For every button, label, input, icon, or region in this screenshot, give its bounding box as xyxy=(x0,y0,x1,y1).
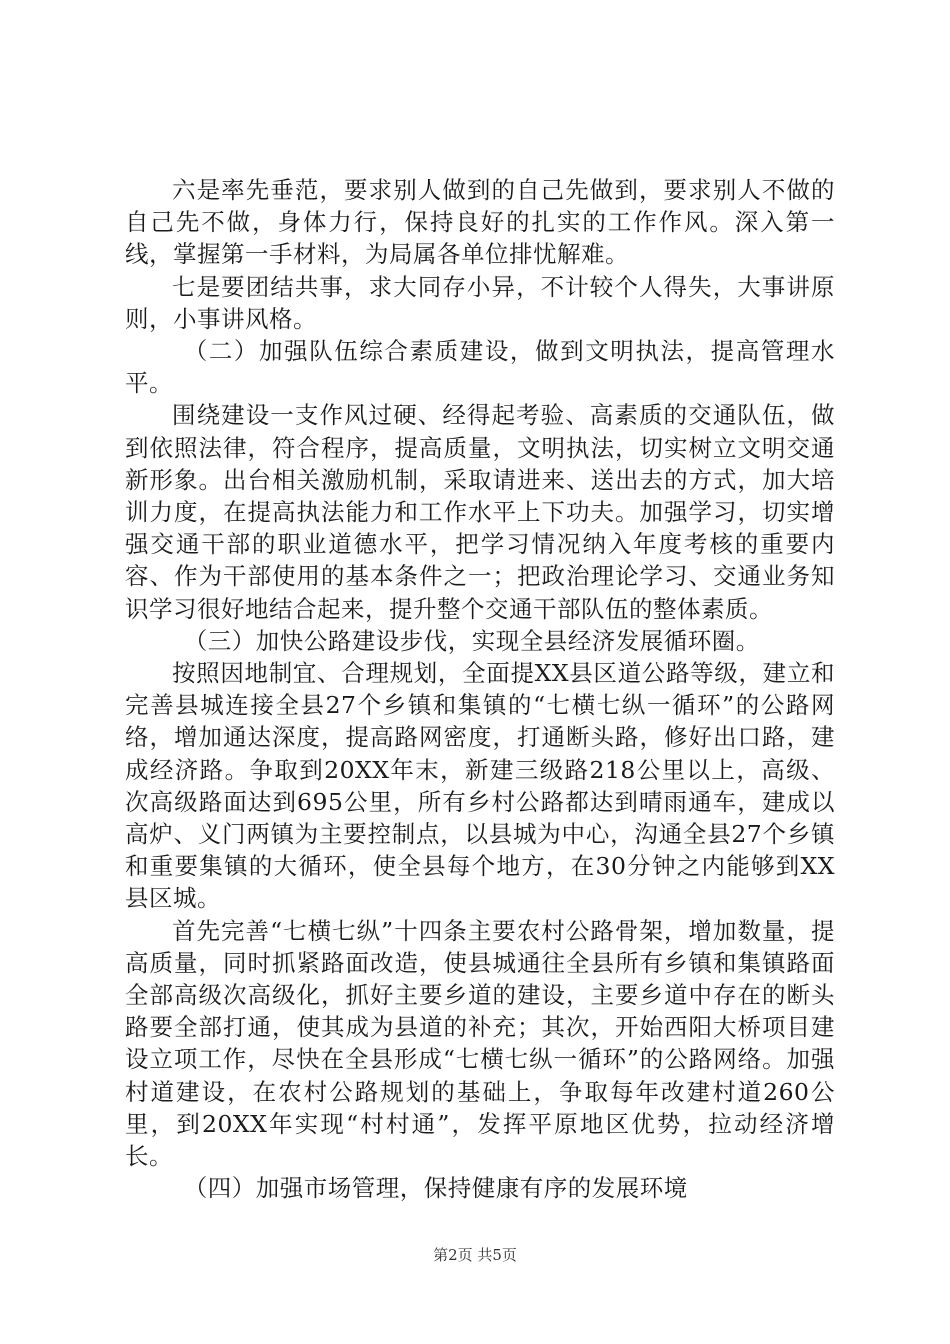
page-number-footer: 第2页 共5页 xyxy=(433,1246,517,1264)
paragraph-road-framework: 首先完善“七横七纵”十四条主要农村公路骨架，增加数量，提高质量，同时抓紧路面改造，使县城通往全县所有乡镇和集镇路面全部高级次高级化，抓好主要乡道的建设，主要乡道中存在的断头路要全部打通，使其成为县道的补充；其次，开始西阳大桥项目建设立项工作，尽快在全县形成“七横七纵一循环”的公路网络。加强村道建设，在农村公路规划的基础上，争取每年改建村道260公里，到20XX年实现“村村通”，发挥平原地区优势，拉动经济增长。 xyxy=(125,916,835,1171)
document-body xyxy=(125,174,835,1205)
section-heading-4: （四）加强市场管理，保持健康有序的发展环境 xyxy=(183,1174,688,1203)
section-heading-2: （二）加强队伍综合素质建设，做到文明执法，提高管理水平。 xyxy=(125,337,835,398)
paragraph-unity: 七是要团结共事，求大同存小异，不计较个人得失，大事讲原则，小事讲风格。 xyxy=(125,272,835,333)
paragraph-road-network: 按照因地制宜、合理规划，全面提XX县区道公路等级，建立和完善县城连接全县27个乡镇和集镇的“七横七纵一循环”的公路网络，增加通达深度，提高路网密度，打通断头路，修好出口路，建成经济路。争取到20XX年末，新建三级路218公里以上，高级、次高级路面达到695公里，所有乡村公路都达到晴雨通车，建成以高炉、义门两镇为主要控制点，以县城为中心，沟通全县27个乡镇和重要集镇的大循环，使全县每个地方，在30分钟之内能够到XX县区城。 xyxy=(125,659,835,913)
paragraph-team-quality: 围绕建设一支作风过硬、经得起考验、高素质的交通队伍，做到依照法律，符合程序，提高质量，文明执法，切实树立文明交通新形象。出台相关激励机制，采取请进来、送出去的方式，加大培训力度，在提高执法能力和工作水平上下功夫。加强学习，切实增强交通干部的职业道德水平，把学习情况纳入年度考核的重要内容、作为干部使用的基本条件之一；把政治理论学习、交通业务知识学习很好地结合起来，提升整个交通干部队伍的整体素质。 xyxy=(125,401,835,623)
section-heading-3: （三）加快公路建设步伐，实现全县经济发展循环圈。 xyxy=(183,626,760,655)
paragraph-leadership-example: 六是率先垂范，要求别人做到的自己先做到，要求别人不做的自己先不做，身体力行，保持良好的扎实的工作作风。深入第一线，掌握第一手材料，为局属各单位排忧解难。 xyxy=(125,176,835,269)
